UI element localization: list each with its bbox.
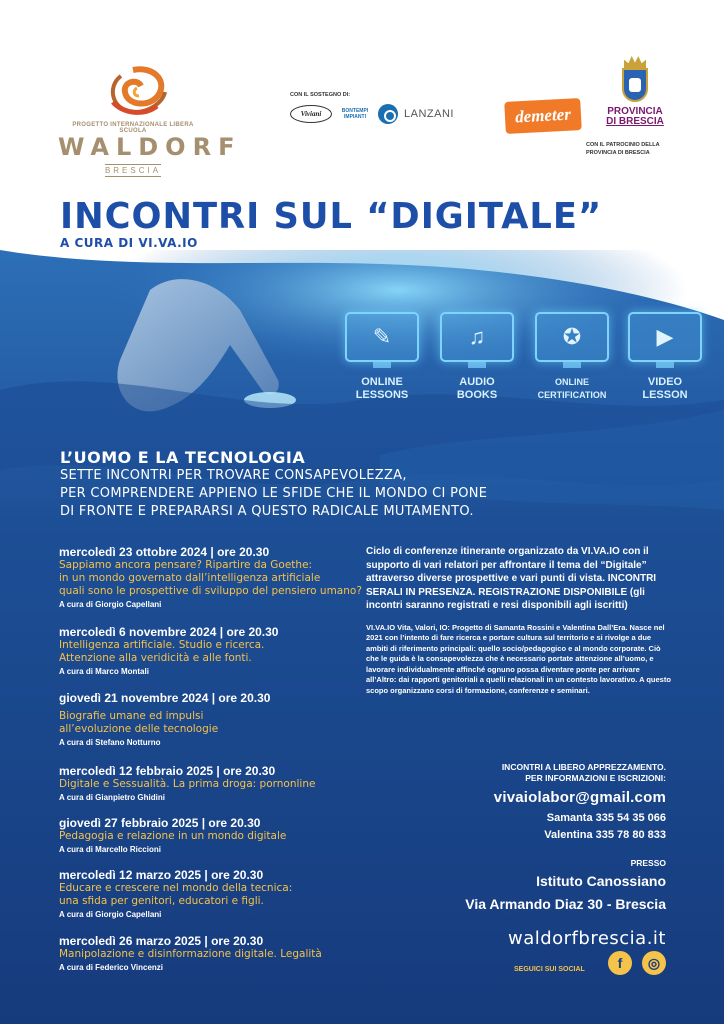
contact-email[interactable]: vivaiolabor@gmail.com xyxy=(493,789,666,806)
social-label: SEGUICI SUI SOCIAL xyxy=(514,966,585,973)
sponsor-caption: CON IL SOSTEGNO DI: xyxy=(290,92,351,98)
contact-phone-valentina[interactable]: Valentina 335 78 80 833 xyxy=(544,829,666,841)
sponsors xyxy=(290,92,470,124)
event-date: giovedì 27 febbraio 2025 | ore 20.30 xyxy=(59,816,261,830)
provincia-name-line2: DI BRESCIA xyxy=(606,116,664,127)
waldorf-swirl-icon xyxy=(93,62,173,118)
logo-name: WALDORF xyxy=(58,133,242,161)
contact-info-label: PER INFORMAZIONI E ISCRIZIONI: xyxy=(525,773,666,783)
intro-line: SETTE INCONTRI PER TROVARE CONSAPEVOLEZZA, xyxy=(60,468,407,483)
tile-audio-books xyxy=(440,312,514,402)
provincia-logo xyxy=(596,56,674,127)
demeter-logo: demeter xyxy=(504,98,582,134)
instagram-icon[interactable]: ◎ xyxy=(642,951,666,975)
event-date: mercoledì 12 marzo 2025 | ore 20.30 xyxy=(59,868,264,882)
vivaio-description: VI.VA.IO Vita, Valori, IO: Progetto di Samanta Rossini e Valentina Dall’Era. Nasce nel 2021 con l’intento di fare ricerca e portare cultura sul territorio e si rivolge a due ambiti di riferimento principali: quello socio/pedagogico e al mondo corporate. Ciò che le guida è la consapevolezza che è necessario portate attenzione all’uomo, e lavorare individualmente affinché ognuno possa diventare ponte per arrivare all’Altro: dai rapporti genitoriali a quelli relazionali in un contesto lavorativo. A questo scopo organizzano corsi di formazione, conferenze e seminari. xyxy=(366,622,671,695)
event-curator: A cura di Federico Vincenzi xyxy=(59,963,164,972)
provincia-name-line1: PROVINCIA xyxy=(607,106,663,117)
event-curator: A cura di Giorgio Capellani xyxy=(59,600,162,609)
event-item xyxy=(59,816,369,855)
event-item xyxy=(59,868,369,920)
social-links xyxy=(514,951,664,977)
tile-label: ONLINE CERTIFICATION xyxy=(537,377,607,400)
event-item xyxy=(59,625,369,677)
tile-video-lesson xyxy=(628,312,702,402)
event-title: all’evoluzione delle tecnologie xyxy=(59,723,219,735)
event-curator: A cura di Marcello Riccioni xyxy=(59,845,161,854)
event-curator: A cura di Marco Montali xyxy=(59,667,149,676)
event-date: mercoledì 12 febbraio 2025 | ore 20.30 xyxy=(59,764,276,778)
venue-name: Istituto Canossiano xyxy=(536,873,666,889)
page-subtitle: A CURA DI VI.VA.IO xyxy=(60,236,198,250)
intro-line: DI FRONTE E PREPARARSI A QUESTO RADICALE MUTAMENTO. xyxy=(60,504,474,519)
event-title: una sfida per genitori, educatori e figli. xyxy=(59,895,264,907)
event-title: Digitale e Sessualità. La prima droga: pornonline xyxy=(59,778,316,790)
tile-label: AUDIO BOOKS xyxy=(456,376,498,401)
header xyxy=(0,0,724,250)
contact-note: INCONTRI A LIBERO APPREZZAMENTO. xyxy=(501,762,666,772)
event-title: Sappiamo ancora pensare? Ripartire da Goethe: xyxy=(59,559,313,571)
page-title: INCONTRI SUL “DIGITALE” xyxy=(60,196,603,237)
teacher-icon: ✎ xyxy=(372,324,392,349)
contact-block xyxy=(346,762,666,949)
sponsor-bontempi-logo: BONTEMPI IMPIANTI xyxy=(341,108,369,120)
event-title: Attenzione alla veridicità e alle fonti. xyxy=(59,652,252,664)
event-date: mercoledì 26 marzo 2025 | ore 20.30 xyxy=(59,934,264,948)
book-icon: ♫ xyxy=(468,324,486,349)
event-title: quali sono le prospettive di sviluppo del pensiero umano? xyxy=(59,585,362,597)
venue-address: Via Armando Diaz 30 - Brescia xyxy=(465,896,666,912)
play-icon: ▶ xyxy=(656,324,674,349)
crest-icon xyxy=(618,56,652,104)
event-item xyxy=(59,934,369,973)
event-item xyxy=(59,764,369,803)
description-column xyxy=(366,545,672,696)
intro xyxy=(60,448,680,521)
contact-phone-samanta[interactable]: Samanta 335 54 35 066 xyxy=(546,812,666,824)
certificate-icon: ✪ xyxy=(562,324,582,349)
event-title: Educare e crescere nel mondo della tecnica: xyxy=(59,882,293,894)
event-item xyxy=(59,545,369,610)
event-title: Intelligenza artificiale. Studio e ricerca. xyxy=(59,639,265,651)
event-curator: A cura di Stefano Notturno xyxy=(59,738,161,747)
intro-title: L’UOMO E LA TECNOLOGIA xyxy=(60,448,306,467)
website-link[interactable]: waldorfbrescia.it xyxy=(507,928,666,949)
logo-city: BRESCIA xyxy=(104,166,162,175)
feature-tiles xyxy=(345,312,705,412)
event-title: Biografie umane ed impulsi xyxy=(59,710,204,722)
tile-label: VIDEO LESSON xyxy=(642,376,688,401)
event-curator: A cura di Giorgio Capellani xyxy=(59,910,162,919)
intro-line: PER COMPRENDERE APPIENO LE SFIDE CHE IL MONDO CI PONE xyxy=(60,486,488,501)
tile-online-certification xyxy=(535,312,609,402)
cycle-description: Ciclo di conferenze itinerante organizzato da VI.VA.IO con il supporto di vari relatori per affrontare il tema del “Digitale” attraverso diverse prospettive e vari punti di vista. INCONTRI SERALI IN PRESENZA. REGISTRAZIONE DISPONIBILE (gli incontri saranno registrati e resi disponibili agli iscritti) xyxy=(366,546,657,611)
facebook-icon[interactable]: f xyxy=(608,951,632,975)
event-date: mercoledì 6 novembre 2024 | ore 20.30 xyxy=(59,625,279,639)
event-title: in un mondo governato dall’intelligenza artificiale xyxy=(59,572,321,584)
event-curator: A cura di Gianpietro Ghidini xyxy=(59,793,165,802)
patrocinio-text: CON IL PATROCINIO DELLA PROVINCIA DI BRESCIA xyxy=(586,142,660,156)
event-title: Pedagogia e relazione in un mondo digitale xyxy=(59,830,287,842)
event-item xyxy=(59,691,369,748)
sponsor-logos xyxy=(290,104,470,124)
event-title: Manipolazione e disinformazione digitale. Legalità xyxy=(59,948,322,960)
sponsor-viviani-logo: Viviani xyxy=(290,105,332,123)
sponsor-lanzani-logo: LANZANI xyxy=(404,108,454,120)
event-date: giovedì 21 novembre 2024 | ore 20.30 xyxy=(59,691,271,705)
venue-label: PRESSO xyxy=(630,858,666,868)
tile-label: ONLINE LESSONS xyxy=(355,376,409,401)
waldorf-logo xyxy=(58,62,242,178)
event-date: mercoledì 23 ottobre 2024 | ore 20.30 xyxy=(59,545,270,559)
tile-online-lessons xyxy=(345,312,419,402)
lanzani-circle-icon xyxy=(378,104,398,124)
logo-subtitle: PROGETTO INTERNAZIONALE LIBERA SCUOLA xyxy=(72,122,194,134)
